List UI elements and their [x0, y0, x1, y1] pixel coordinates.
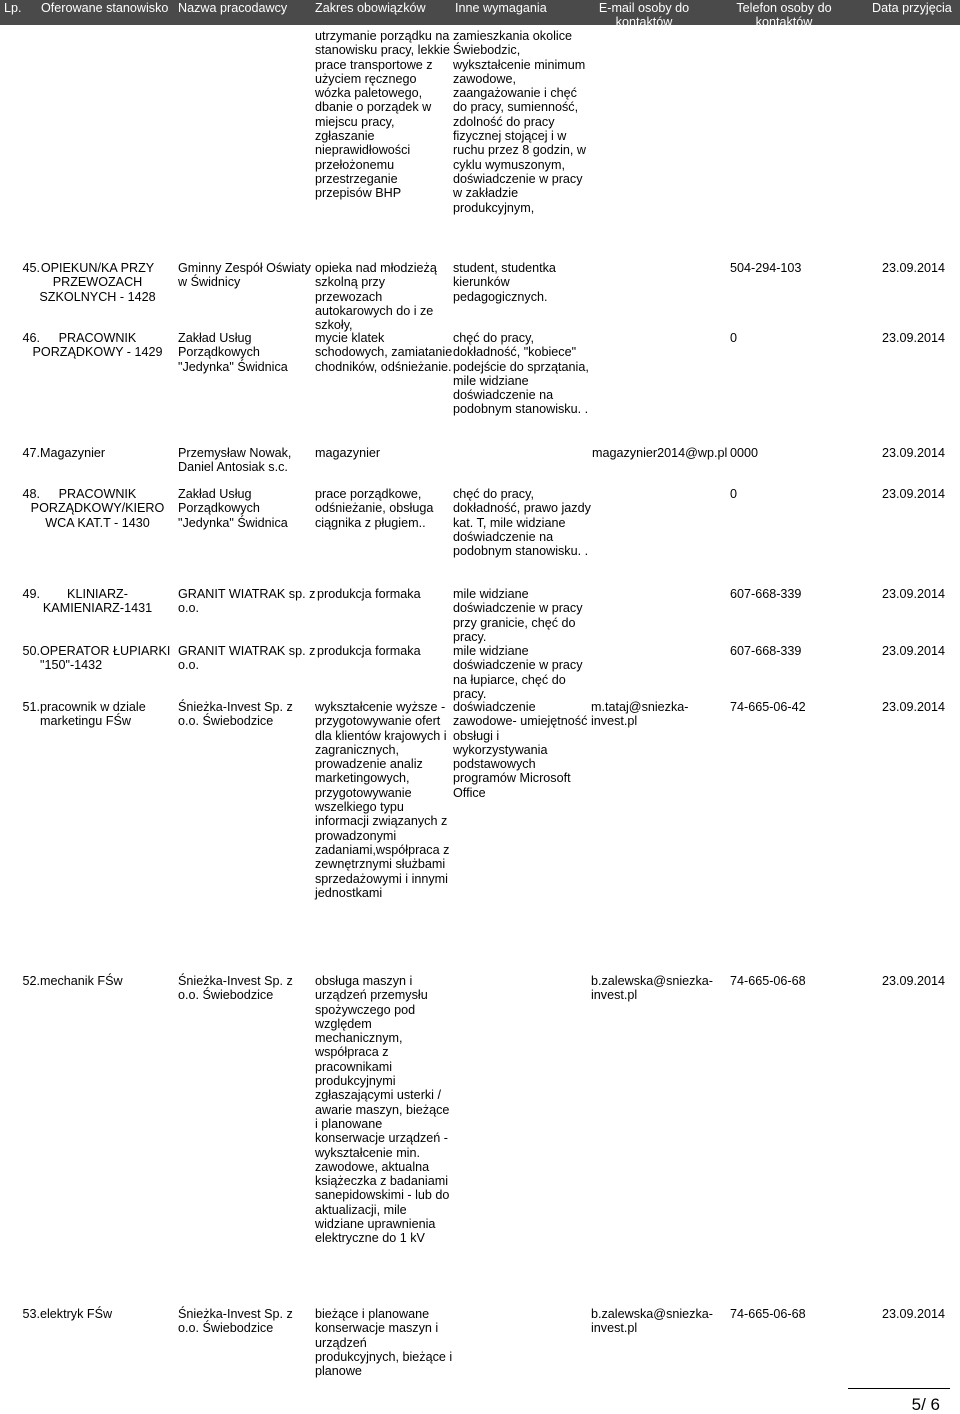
row-employer: Śnieżka-Invest Sp. z o.o. Świebodzice [178, 974, 293, 1003]
row-employer: Zakład Usług Porządkowych "Jedynka" Świdnica [178, 331, 288, 374]
row-position: Magazynier [40, 446, 106, 460]
row-date: 23.09.2014 [881, 700, 945, 714]
row-phone: 74-665-06-68 [730, 974, 806, 988]
row-position: PRACOWNIK PORZĄDKOWY/KIERO WCA KAT.T - 1430 [30, 487, 165, 530]
row-duties: magazynier [315, 446, 381, 460]
row-employer: Śnieżka-Invest Sp. z o.o. Świebodzice [178, 700, 293, 729]
row-phone: 74-665-06-68 [730, 1307, 806, 1321]
header-date: Data przyjęcia [872, 1, 952, 15]
row-date: 23.09.2014 [881, 644, 945, 658]
row-email: magazynier2014@wp.pl [592, 446, 728, 460]
row-email: m.tataj@sniezka- invest.pl [591, 700, 689, 729]
row-position: OPERATOR ŁUPIARKI "150"-1432 [40, 644, 171, 673]
row-employer: Śnieżka-Invest Sp. z o.o. Świebodzice [178, 1307, 293, 1336]
row-duties: produkcja formaka [317, 587, 421, 601]
row-position: PRACOWNIK PORZĄDKOWY - 1429 [32, 331, 163, 360]
row-position: mechanik FŚw [40, 974, 123, 988]
row-date: 23.09.2014 [881, 587, 945, 601]
row-phone: 0 [730, 487, 738, 501]
row-requirements: student, studentka kierunków pedagogicznych. [453, 261, 556, 304]
row-requirements: doświadczenie zawodowe- umiejętność obsługi i wykorzystywania podstawowych programów Microsoft Office [453, 700, 588, 800]
row-employer: GRANIT WIATRAK sp. z o.o. [178, 644, 316, 673]
row-duties: mycie klatek schodowych, zamiatanie chodników, odśnieżanie. [315, 331, 453, 374]
row-phone: 607-668-339 [730, 587, 802, 601]
row-date: 23.09.2014 [881, 1307, 945, 1321]
row-number: 45. [22, 261, 40, 275]
row-requirements: mile widziane doświadczenie w pracy na łupiarce, chęć do pracy. [453, 644, 583, 701]
row-number: 47. [22, 446, 40, 460]
header-employer: Nazwa pracodawcy [178, 1, 288, 15]
row-duties: opieka nad młodzieżą szkolną przy przewozach autokarowych do i ze szkoły, [315, 261, 437, 333]
header-email: E-mail osoby do kontaktów [598, 1, 690, 30]
row-date: 23.09.2014 [881, 331, 945, 345]
row-number: 52. [22, 974, 40, 988]
row-requirements: mile widziane doświadczenie w pracy przy granicie, chęć do pracy. [453, 587, 583, 644]
page-number: 5/ 6 [911, 1395, 940, 1414]
continuation-requirements: zamieszkania okolice Świebodzic, wykształcenie minimum zawodowe, zaangażowanie i chęć do pracy, sumienność, zdolność do pracy fizycznej stojącej i w ruchu przez 8 godzin, w cyklu wymuszonym, doświadczenie w pracy w zakładzie produkcyjnym, [453, 29, 587, 215]
row-duties: bieżące i planowane konserwacje maszyn i urządzeń produkcyjnych, bieżące i planowe [315, 1307, 453, 1379]
row-position: elektryk FŚw [40, 1307, 113, 1321]
header-position: Oferowane stanowisko [41, 1, 169, 15]
header-phone: Telefon osoby do kontaktów [736, 1, 832, 30]
row-phone: 74-665-06-42 [730, 700, 806, 714]
header-duties: Zakres obowiązków [315, 1, 426, 15]
row-employer: Zakład Usług Porządkowych "Jedynka" Świdnica [178, 487, 288, 530]
row-date: 23.09.2014 [881, 974, 945, 988]
row-date: 23.09.2014 [881, 446, 945, 460]
row-date: 23.09.2014 [881, 487, 945, 501]
row-employer: Przemysław Nowak, Daniel Antosiak s.c. [178, 446, 292, 475]
row-position: KLINIARZ- KAMIENIARZ-1431 [42, 587, 153, 616]
row-employer: Gminny Zespół Oświaty w Świdnicy [178, 261, 311, 290]
row-duties: produkcja formaka [317, 644, 421, 658]
row-number: 49. [22, 587, 40, 601]
header-requirements: Inne wymagania [455, 1, 547, 15]
row-email: b.zalewska@sniezka- invest.pl [591, 974, 713, 1003]
row-number: 48. [22, 487, 40, 501]
row-number: 51. [22, 700, 40, 714]
row-date: 23.09.2014 [881, 261, 945, 275]
row-phone: 0 [730, 331, 738, 345]
row-duties: obsługa maszyn i urządzeń przemysłu spożywczego pod względem mechanicznym, współpraca z pracownikami produkcyjnymi zgłaszającymi usterki / awarie maszyn, bieżące i planowane konserwacje urządzeń - wykształcenie min. zawodowe, aktualna książeczka z badaniami sanepidowskimi - lub do aktualizacji, mile widziane uprawnienia elektryczne do 1 kV [315, 974, 450, 1246]
row-position: pracownik w dziale marketingu FŚw [40, 700, 146, 729]
row-phone: 0000 [730, 446, 759, 460]
table-header [0, 0, 960, 30]
row-requirements: chęć do pracy, dokładność, "kobiece" podejście do sprzątania, mile widziane doświadczenie na podobnym stanowisku. . [453, 331, 589, 417]
row-duties: prace porządkowe, odśnieżanie, obsługa ciągnika z pługiem.. [315, 487, 434, 530]
row-duties: wykształcenie wyższe - przygotowywanie ofert dla klientów krajowych i zagranicznych, prowadzenie analiz marketingowych, przygotowywanie wszelkiego typu informacji związanych z prowadzonymi zadaniami,współpraca z zewnętrznymi służbami sprzedażowymi i innymi jednostkami [315, 700, 450, 900]
row-number: 46. [22, 331, 40, 345]
row-employer: GRANIT WIATRAK sp. z o.o. [178, 587, 316, 616]
row-phone: 504-294-103 [730, 261, 802, 275]
row-position: OPIEKUN/KA PRZY PRZEWOZACH SZKOLNYCH - 1428 [39, 261, 156, 304]
row-number: 50. [22, 644, 40, 658]
row-requirements: chęć do pracy, dokładność, prawo jazdy kat. T, mile widziane doświadczenie na podobnym stanowisku. . [453, 487, 591, 559]
page-divider [848, 1388, 950, 1389]
continuation-duties: utrzymanie porządku na stanowisku pracy, lekkie prace transportowe z użyciem ręcznego wózka paletowego, dbanie o porządek w miejscu pracy, zgłaszanie nieprawidłowości przełożonemu przestrzeganie przepisów BHP [315, 29, 450, 201]
header-lp: Lp. [4, 1, 22, 15]
row-number: 53. [22, 1307, 40, 1321]
row-email: b.zalewska@sniezka- invest.pl [591, 1307, 713, 1336]
row-phone: 607-668-339 [730, 644, 802, 658]
